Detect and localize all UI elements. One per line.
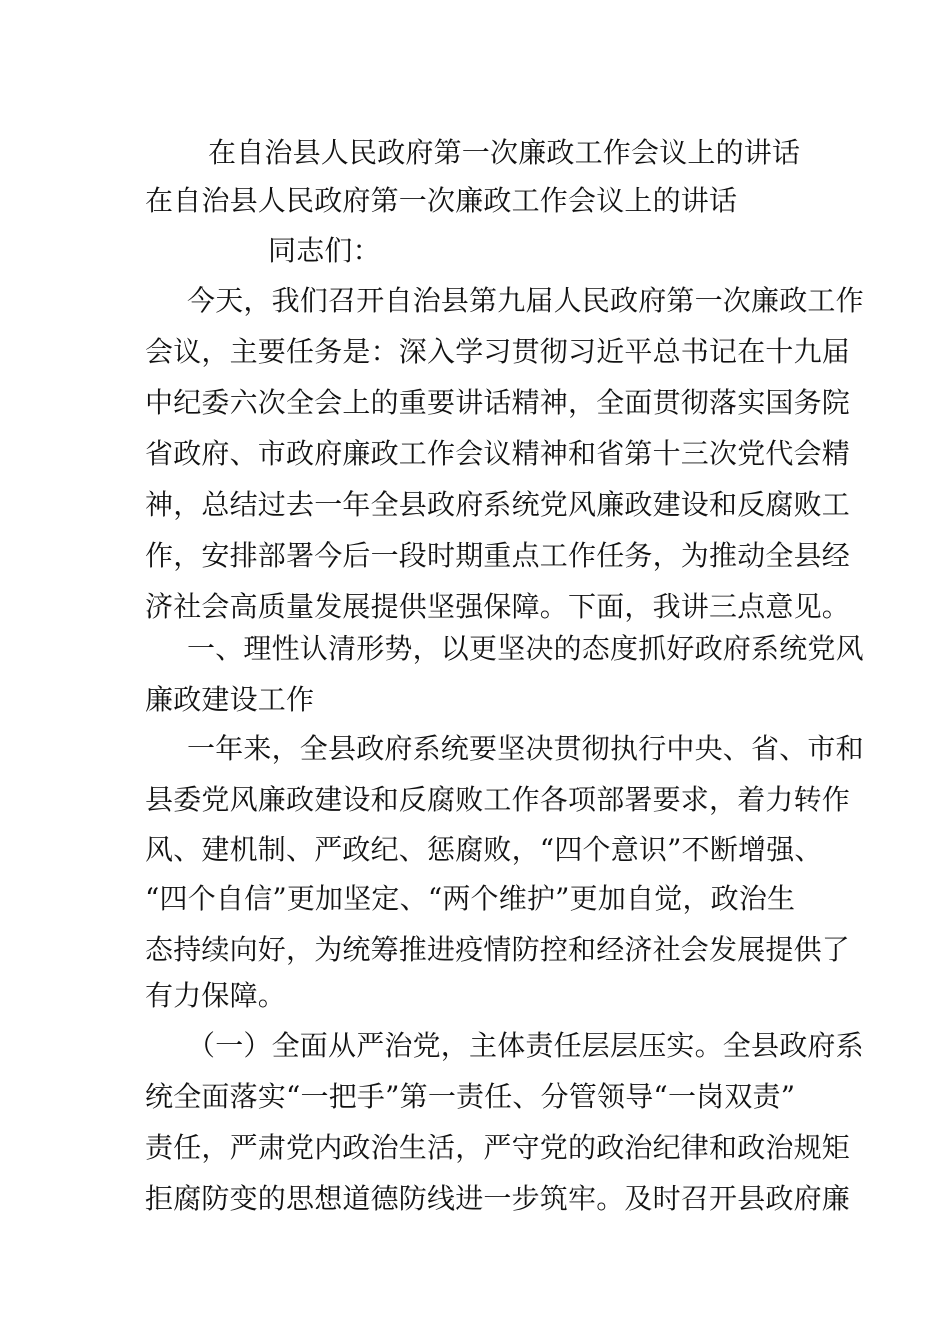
document-subtitle: 在自治县人民政府第一次廉政工作会议上的讲话 — [145, 184, 738, 217]
body-line: 风、建机制、严政纪、惩腐败，“四个意识”不断增强、 — [145, 833, 823, 866]
subsection-line: （一）全面从严治党，主体责任层层压实。全县政府系 — [187, 1029, 864, 1062]
body-line: 态持续向好，为统筹推进疫情防控和经济社会发展提供了 — [145, 933, 851, 966]
body-line: 有力保障。 — [145, 979, 287, 1012]
body-line: 一年来，全县政府系统要坚决贯彻执行中央、省、市和 — [187, 732, 864, 765]
body-line: 今天，我们召开自治县第九届人民政府第一次廉政工作 — [187, 284, 864, 317]
body-line: 会议，主要任务是：深入学习贯彻习近平总书记在十九届 — [145, 335, 851, 368]
section-heading: 一、理性认清形势，以更坚决的态度抓好政府系统党风 — [187, 632, 864, 665]
salutation: 同志们： — [268, 234, 381, 267]
body-line: 拒腐防变的思想道德防线进一步筑牢。及时召开县政府廉 — [145, 1182, 851, 1215]
body-line: 中纪委六次全会上的重要讲话精神，全面贯彻落实国务院 — [145, 386, 851, 419]
body-line: “四个自信”更加坚定、“两个维护”更加自觉，政治生 — [145, 882, 796, 915]
body-line: 济社会高质量发展提供坚强保障。下面，我讲三点意见。 — [145, 590, 851, 623]
body-line: 神，总结过去一年全县政府系统党风廉政建设和反腐败工 — [145, 488, 851, 521]
body-line: 作，安排部署今后一段时期重点工作任务，为推动全县经 — [145, 539, 851, 572]
body-line: 省政府、市政府廉政工作会议精神和省第十三次党代会精 — [145, 437, 851, 470]
body-line: 县委党风廉政建设和反腐败工作各项部署要求，着力转作 — [145, 783, 851, 816]
body-line: 责任，严肃党内政治生活，严守党的政治纪律和政治规矩 — [145, 1131, 851, 1164]
section-heading: 廉政建设工作 — [145, 683, 315, 716]
body-line: 统全面落实“一把手”第一责任、分管领导“一岗双责” — [145, 1080, 796, 1113]
document-title: 在自治县人民政府第一次廉政工作会议上的讲话 — [208, 136, 801, 169]
